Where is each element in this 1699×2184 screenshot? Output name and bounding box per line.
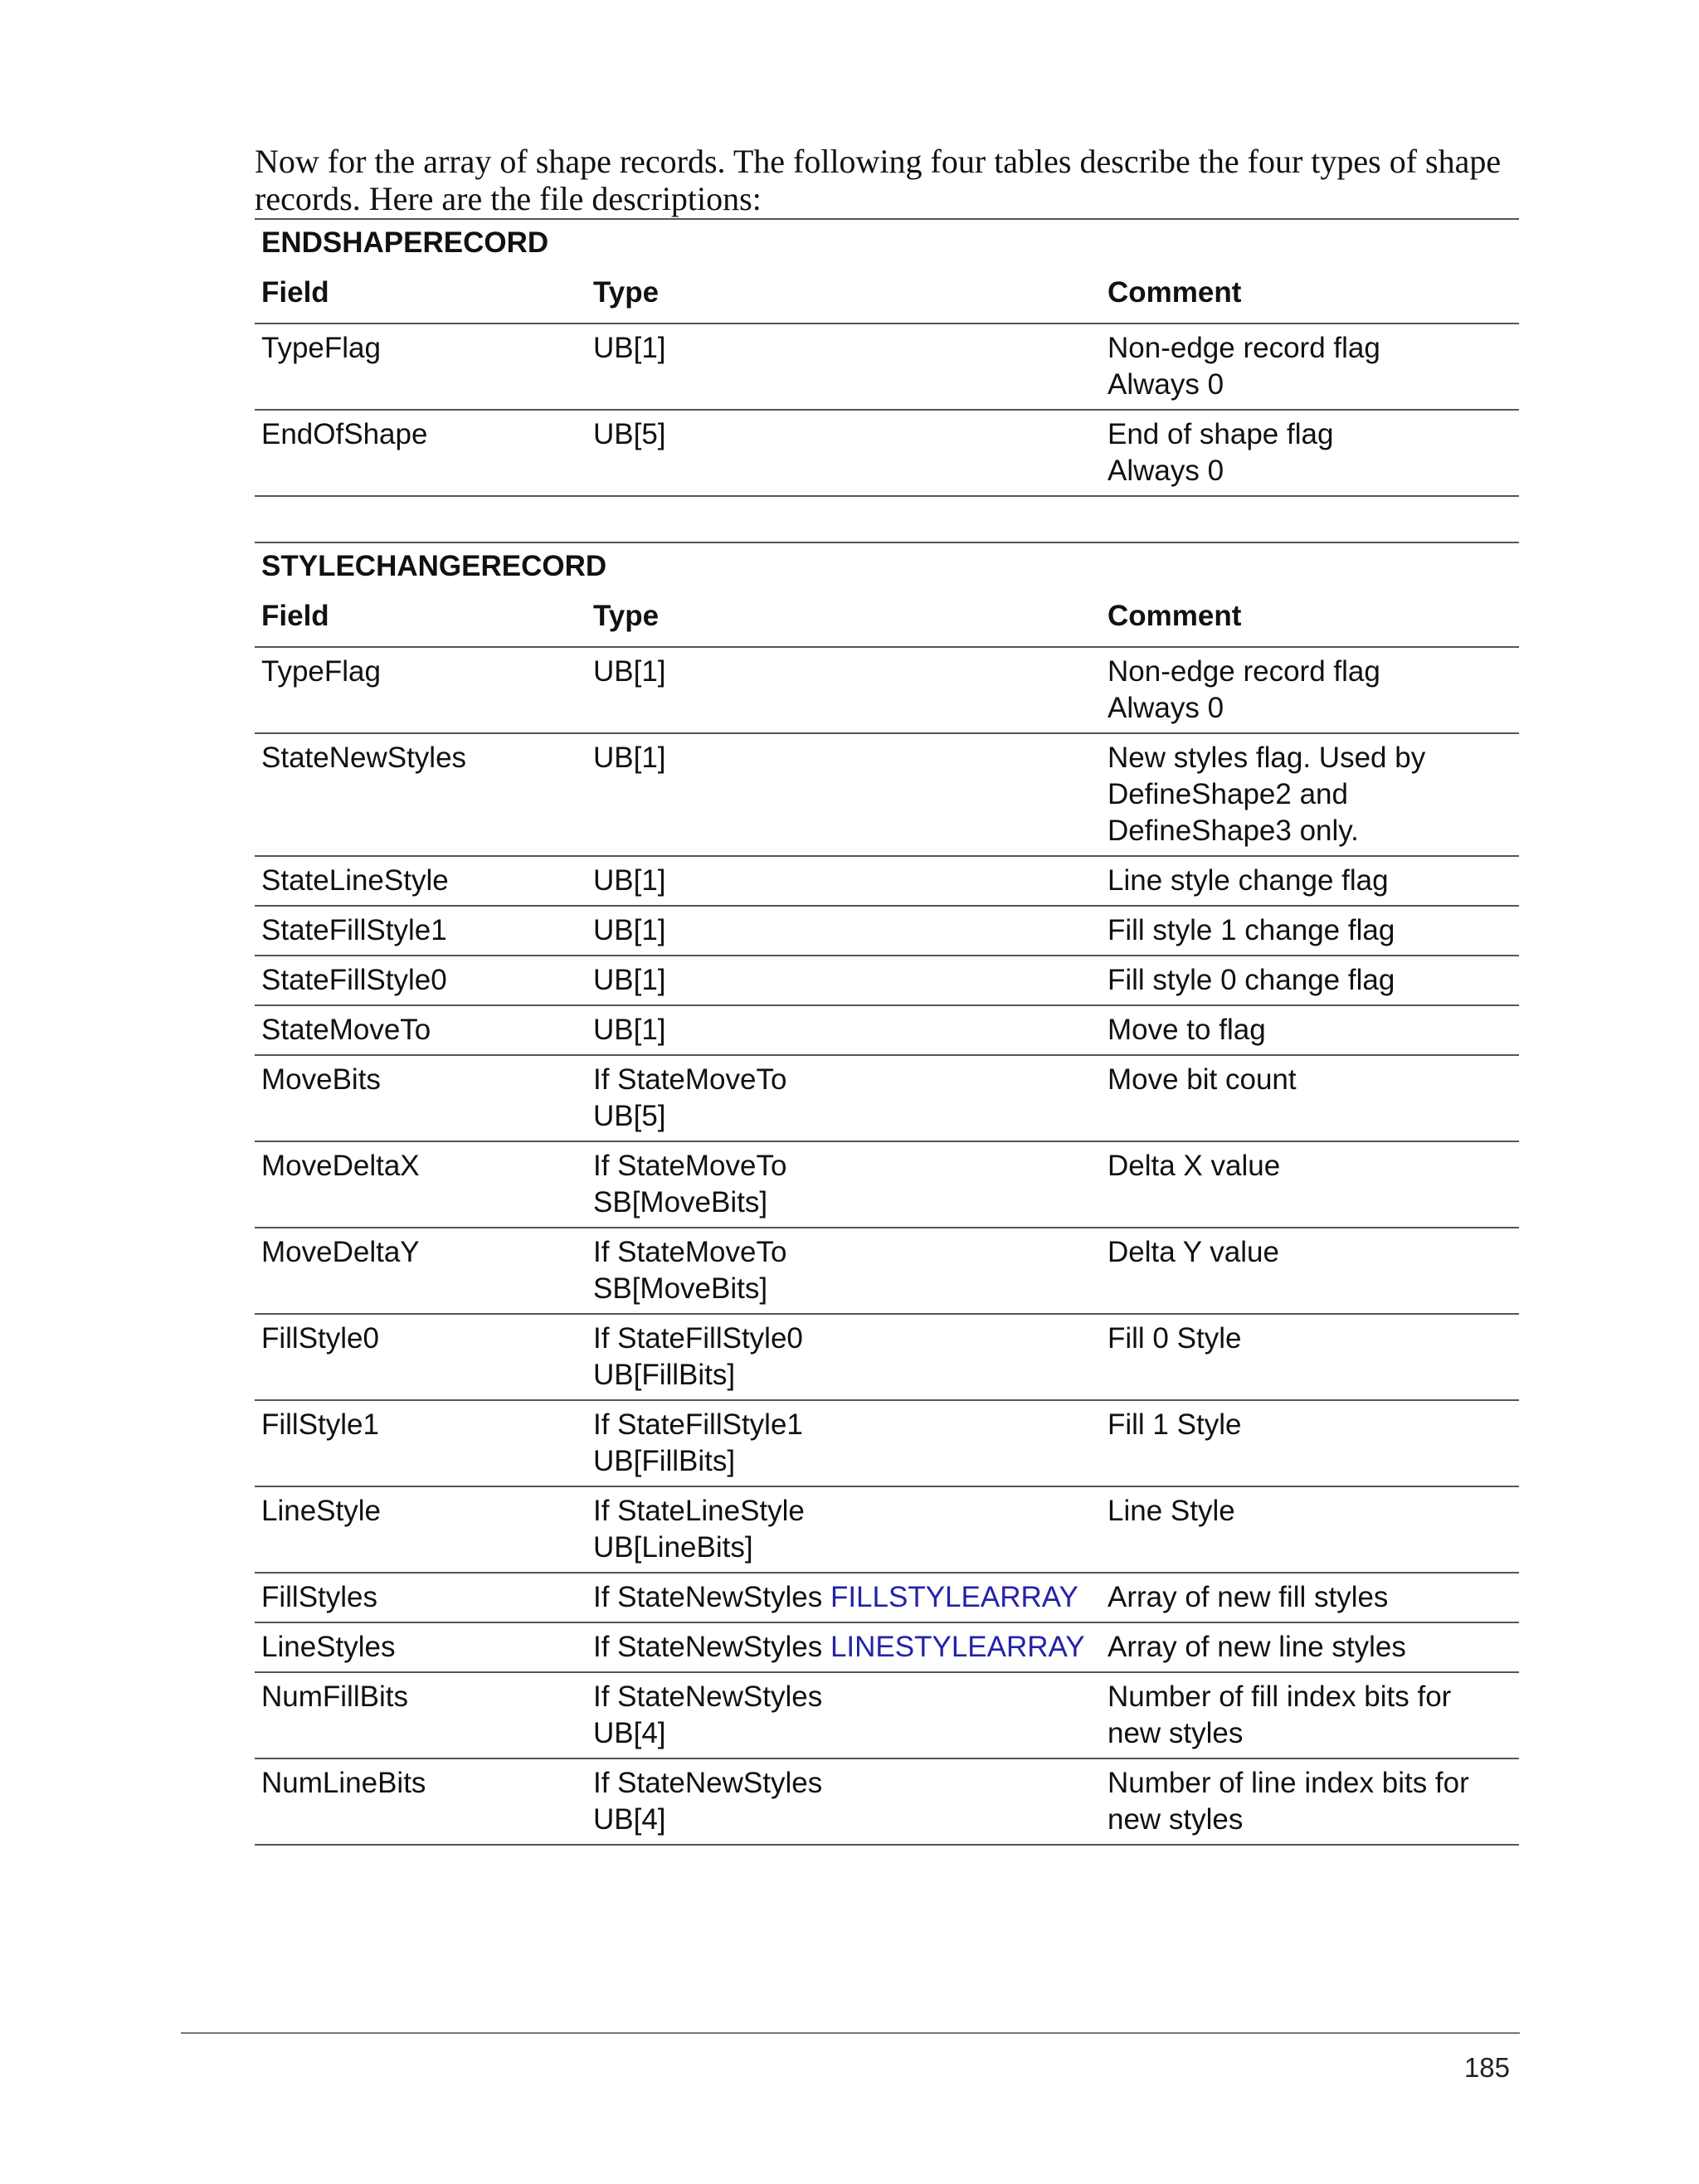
type-line: If StateFillStyle1 <box>593 1408 803 1441</box>
type-cell <box>587 1314 1101 1400</box>
comment-cell <box>1101 1622 1519 1672</box>
type-line: UB[FillBits] <box>593 1359 736 1391</box>
page-number: 185 <box>1463 2052 1510 2083</box>
comment-line: Delta X value <box>1108 1150 1281 1182</box>
comment-cell <box>1101 956 1519 1005</box>
field-cell: NumLineBits <box>255 1758 587 1845</box>
comment-line: Fill 0 Style <box>1108 1322 1242 1355</box>
endshaperecord-table <box>255 218 1519 497</box>
comment-line: Number of fill index bits for new styles <box>1108 1681 1452 1749</box>
comment-line: Number of line index bits for new styles <box>1108 1767 1469 1836</box>
comment-line: DefineShape2 and <box>1108 778 1348 810</box>
comment-cell <box>1101 410 1519 496</box>
table-row <box>255 410 1519 496</box>
comment-line: Line style change flag <box>1108 864 1389 897</box>
comment-line: Delta Y value <box>1108 1236 1279 1268</box>
field-cell: StateFillStyle0 <box>255 956 587 1005</box>
type-cell <box>587 1400 1101 1486</box>
type-prefix: If StateNewStyles <box>593 1581 830 1613</box>
comment-line: Fill style 1 change flag <box>1108 914 1395 946</box>
field-cell: FillStyle0 <box>255 1314 587 1400</box>
type-cell <box>587 1486 1101 1573</box>
comment-line: Array of new fill styles <box>1108 1581 1389 1613</box>
table-row <box>255 733 1519 856</box>
comment-line: Always 0 <box>1108 692 1224 724</box>
field-cell: StateFillStyle1 <box>255 906 587 956</box>
comment-line: End of shape flag <box>1108 418 1334 450</box>
field-cell: LineStyles <box>255 1622 587 1672</box>
footer-divider <box>181 2032 1520 2034</box>
field-cell: NumFillBits <box>255 1672 587 1758</box>
table-row <box>255 1055 1519 1141</box>
type-line: UB[4] <box>593 1803 666 1836</box>
type-line: UB[1] <box>593 864 666 897</box>
type-line: If StateMoveTo <box>593 1063 787 1096</box>
table-title: ENDSHAPERECORD <box>255 219 1519 270</box>
type-line: UB[4] <box>593 1717 666 1749</box>
field-cell: StateMoveTo <box>255 1005 587 1055</box>
table-row <box>255 856 1519 906</box>
type-cell <box>587 1758 1101 1845</box>
type-cell <box>587 906 1101 956</box>
column-header-comment: Comment <box>1101 593 1519 647</box>
table-header-row <box>255 270 1519 323</box>
comment-cell <box>1101 1486 1519 1573</box>
comment-cell <box>1101 1573 1519 1622</box>
type-line: If StateNewStyles <box>593 1767 823 1799</box>
type-line: If StateMoveTo <box>593 1150 787 1182</box>
type-reference-link[interactable]: FILLSTYLEARRAY <box>830 1581 1078 1613</box>
comment-cell <box>1101 733 1519 856</box>
type-line: If StateFillStyle0 <box>593 1322 803 1355</box>
field-cell: MoveDeltaX <box>255 1141 587 1228</box>
intro-paragraph: Now for the array of shape records. The following four tables describe the four types of shape records. Here are the file descriptions: <box>255 143 1502 217</box>
comment-line: Fill 1 Style <box>1108 1408 1242 1441</box>
field-cell: FillStyles <box>255 1573 587 1622</box>
column-header-field: Field <box>255 593 587 647</box>
type-line: If StateLineStyle <box>593 1495 805 1527</box>
field-cell: StateLineStyle <box>255 856 587 906</box>
comment-cell <box>1101 1055 1519 1141</box>
column-header-type: Type <box>587 270 1101 323</box>
table-row <box>255 1314 1519 1400</box>
type-cell <box>587 1141 1101 1228</box>
column-header-field: Field <box>255 270 587 323</box>
type-prefix: If StateNewStyles <box>593 1631 830 1663</box>
field-cell: TypeFlag <box>255 647 587 733</box>
stylechangerecord-table <box>255 542 1519 1846</box>
table-row <box>255 1005 1519 1055</box>
comment-cell <box>1101 647 1519 733</box>
comment-line: Line Style <box>1108 1495 1235 1527</box>
table-row <box>255 323 1519 410</box>
comment-line: Non-edge record flag <box>1108 655 1380 688</box>
table-row <box>255 1141 1519 1228</box>
type-line: UB[1] <box>593 1014 666 1046</box>
column-header-type: Type <box>587 593 1101 647</box>
type-line: UB[FillBits] <box>593 1445 736 1477</box>
comment-cell <box>1101 1672 1519 1758</box>
comment-cell <box>1101 1758 1519 1845</box>
type-cell <box>587 1672 1101 1758</box>
table-row <box>255 1758 1519 1845</box>
table-row <box>255 906 1519 956</box>
type-cell <box>587 1228 1101 1314</box>
comment-line: Move bit count <box>1108 1063 1297 1096</box>
comment-line: DefineShape3 only. <box>1108 815 1359 847</box>
type-cell <box>587 856 1101 906</box>
field-cell: MoveBits <box>255 1055 587 1141</box>
type-line: UB[1] <box>593 742 666 774</box>
comment-cell <box>1101 856 1519 906</box>
table-title-row <box>255 219 1519 270</box>
table-body <box>255 647 1519 1845</box>
type-line: UB[5] <box>593 418 666 450</box>
type-cell <box>587 1005 1101 1055</box>
table-header-row <box>255 593 1519 647</box>
comment-line: Always 0 <box>1108 368 1224 401</box>
type-line: SB[MoveBits] <box>593 1272 768 1305</box>
column-header-comment: Comment <box>1101 270 1519 323</box>
table-title-row <box>255 542 1519 593</box>
table-row <box>255 1672 1519 1758</box>
comment-line: Fill style 0 change flag <box>1108 964 1395 996</box>
table-row <box>255 956 1519 1005</box>
type-cell <box>587 323 1101 410</box>
table-row <box>255 1622 1519 1672</box>
type-line: UB[1] <box>593 332 666 364</box>
type-line: UB[5] <box>593 1100 666 1132</box>
comment-line: Non-edge record flag <box>1108 332 1380 364</box>
table-row <box>255 1228 1519 1314</box>
comment-cell <box>1101 323 1519 410</box>
comment-cell <box>1101 1005 1519 1055</box>
table-row <box>255 1573 1519 1622</box>
type-cell <box>587 1573 1101 1622</box>
type-line: If StateNewStyles <box>593 1681 823 1713</box>
field-cell: FillStyle1 <box>255 1400 587 1486</box>
comment-cell <box>1101 1400 1519 1486</box>
table-title: STYLECHANGERECORD <box>255 542 1519 593</box>
field-cell: StateNewStyles <box>255 733 587 856</box>
field-cell: LineStyle <box>255 1486 587 1573</box>
type-cell <box>587 1055 1101 1141</box>
table-row <box>255 1400 1519 1486</box>
comment-cell <box>1101 1314 1519 1400</box>
field-cell: TypeFlag <box>255 323 587 410</box>
type-cell <box>587 647 1101 733</box>
comment-line: New styles flag. Used by <box>1108 742 1426 774</box>
table-body <box>255 323 1519 496</box>
comment-line: Move to flag <box>1108 1014 1266 1046</box>
comment-cell <box>1101 906 1519 956</box>
type-cell <box>587 956 1101 1005</box>
type-line: UB[1] <box>593 914 666 946</box>
type-line: UB[1] <box>593 655 666 688</box>
type-cell <box>587 733 1101 856</box>
type-line: SB[MoveBits] <box>593 1186 768 1218</box>
type-cell <box>587 1622 1101 1672</box>
type-cell <box>587 410 1101 496</box>
comment-cell <box>1101 1228 1519 1314</box>
type-line: UB[LineBits] <box>593 1531 753 1564</box>
comment-line: Always 0 <box>1108 455 1224 487</box>
field-cell: MoveDeltaY <box>255 1228 587 1314</box>
type-line: If StateMoveTo <box>593 1236 787 1268</box>
table-row <box>255 1486 1519 1573</box>
comment-cell <box>1101 1141 1519 1228</box>
field-cell: EndOfShape <box>255 410 587 496</box>
table-row <box>255 647 1519 733</box>
comment-line: Array of new line styles <box>1108 1631 1406 1663</box>
type-line: UB[1] <box>593 964 666 996</box>
type-reference-link[interactable]: LINESTYLEARRAY <box>830 1631 1085 1663</box>
